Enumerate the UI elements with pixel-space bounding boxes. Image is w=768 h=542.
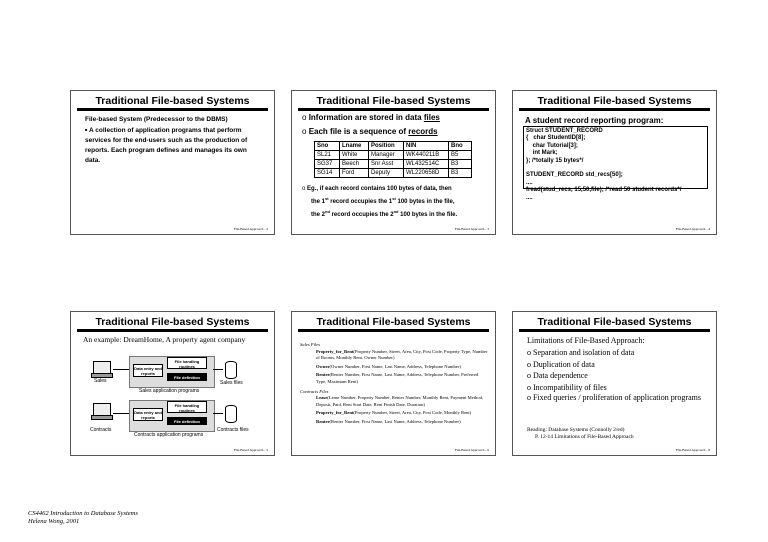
contracts-diagram — [71, 312, 276, 457]
file-entry: Lease(Lease Number, Property Number, Renter Number, Monthly Rent, Payment Method, Deposit, Paid, Rent Start Date, Rent Finish Date, Duration) — [316, 395, 484, 407]
table-row: SG14 Ford Deputy WL220658D B3 — [315, 169, 472, 178]
data-entry-box: Data entry and reports — [134, 366, 162, 376]
bullet-o-icon: o — [302, 113, 307, 122]
file-entry: Owner(Owner Number, First Name, Last Name, Address, Telephone Number) — [316, 363, 461, 369]
records-table — [314, 141, 472, 178]
slide-footer: File-Based Approach - 4 — [675, 227, 710, 231]
bullet-item — [85, 125, 250, 166]
files-link: files — [423, 113, 440, 122]
slide-title: Traditional File-based Systems — [77, 94, 268, 109]
file-entry: Property_for_Rent(Property Number, Street, Area, City, Post Code, Property Type, Number of Rooms, Monthly Rent, Owner Number) — [316, 348, 488, 361]
file-handling-box: File handling routines — [167, 401, 207, 413]
slide-2 — [291, 90, 496, 235]
file-definition-box: File definition — [167, 373, 207, 381]
bullet-text: A collection of application programs that perform services for the end-users such as the production of reports. Each program defines and manages its own data. — [85, 127, 248, 164]
slide-title: Traditional File-based Systems — [519, 94, 710, 109]
file-entry: Renter(Renter Number, First Name, Last Name, Address, Telephone Number, Preferred Type, Maximum Rent) — [316, 372, 479, 384]
slide-title: Traditional File-based Systems — [298, 94, 489, 109]
file-definition-box: File definition — [167, 417, 207, 425]
file-listing — [300, 342, 489, 426]
slide-heading: A student record reporting program: — [525, 116, 664, 125]
arrow-line — [113, 413, 129, 414]
bullet-files: o Information are stored in data files — [302, 113, 440, 122]
data-entry-box: Data entry and reports — [134, 410, 162, 420]
slide-4 — [70, 311, 275, 456]
user-label: Contracts — [90, 427, 112, 433]
list-item: o Fixed queries / proliferation of application programs — [527, 393, 701, 402]
file-entry: Renter(Renter Number, First Name, Last Name, Address, Telephone Number) — [316, 418, 461, 424]
slide-footer: File-Based Approach - 8 — [675, 448, 710, 452]
slide-title: Traditional File-based Systems — [519, 315, 710, 330]
list-item: o Incompatibility of files — [527, 382, 607, 392]
files-label: Contracts files — [217, 427, 249, 433]
slide-footer: File-Based Approach - 2 — [233, 227, 268, 231]
course-credit: CS4462 Introduction to Database Systems — [28, 510, 138, 517]
table-header-row: Sno Lname Position NIN Bno — [315, 142, 472, 151]
user-label: Sales — [94, 378, 107, 384]
slide-title: Traditional File-based Systems — [298, 315, 489, 330]
slide-6 — [512, 311, 717, 456]
slide-footer: File-Based Approach - 3 — [454, 227, 489, 231]
author-credit: Helena Wong, 2001 — [28, 518, 80, 525]
bullet-example: o Eg., if each record contains 100 bytes of data, then the 1st record occupies the 1st 100 bytes in the file, the 2nd record occupies the 2nd 100 bytes in the file. — [302, 186, 458, 218]
arrow-line — [213, 413, 223, 414]
bullet-o-icon: o — [302, 127, 307, 136]
reading-note: Reading: Database Systems (Connolly 2/ed) — [527, 427, 625, 433]
reading-sub: P. 12-14 Limitations of File-Based Approach — [535, 434, 634, 440]
list-item: o Duplication of data — [527, 359, 595, 369]
files-label: Sales files — [220, 380, 243, 386]
slide-footer: File-Based Approach - 5 — [233, 448, 268, 452]
database-cylinder-icon — [225, 405, 237, 423]
records-link: records — [408, 127, 438, 136]
list-item: o Separation and isolation of data — [527, 348, 635, 357]
slide-footer: File-Based Approach - 6 — [454, 448, 489, 452]
bullet-square-icon: ■ — [85, 127, 88, 132]
limitations-list — [527, 347, 708, 402]
bullet-o-icon: o — [302, 186, 306, 192]
group-caption: Sales application programs — [139, 388, 200, 394]
slide-heading: Limitations of File-Based Approach: — [527, 336, 645, 345]
file-entry: Property_for_Rent(Property Number, Street, Area, City, Post Code, Monthly Rent) — [316, 410, 472, 416]
slide-title: Traditional File-based Systems — [77, 315, 268, 330]
file-handling-box: File handling routines — [167, 357, 207, 369]
slide-intro: An example: DreamHome, A property agent company — [83, 335, 246, 344]
table-row: SL21 White Manager WK440211B B5 — [315, 151, 472, 160]
slide-subtitle: File-based System (Predecessor to the DBMS) — [85, 116, 228, 123]
group-caption: Contracts application programs — [134, 432, 204, 438]
slide-5 — [291, 311, 496, 456]
sales-files-heading: Sales Files — [300, 342, 321, 347]
table-row: SG37 Beech Snr Asst WL432514C B3 — [315, 160, 472, 169]
slide-3 — [512, 90, 717, 235]
code-block: Struct STUDENT_RECORD { char StudentID[8]; char Tutorial[3]; int Mark; }; /*totally 15 bytes*/ STUDENT_RECORD std_recs[50]; .... fread(stud_recs, 15,50,file); /*read 50 student records*/ .... — [523, 126, 708, 189]
slide-1 — [70, 90, 275, 235]
contracts-files-heading: Contracts Files — [300, 388, 329, 394]
keyboard-icon — [91, 415, 113, 420]
list-item: o Data dependence — [527, 371, 588, 380]
bullet-records: o Each file is a sequence of records — [302, 127, 438, 136]
